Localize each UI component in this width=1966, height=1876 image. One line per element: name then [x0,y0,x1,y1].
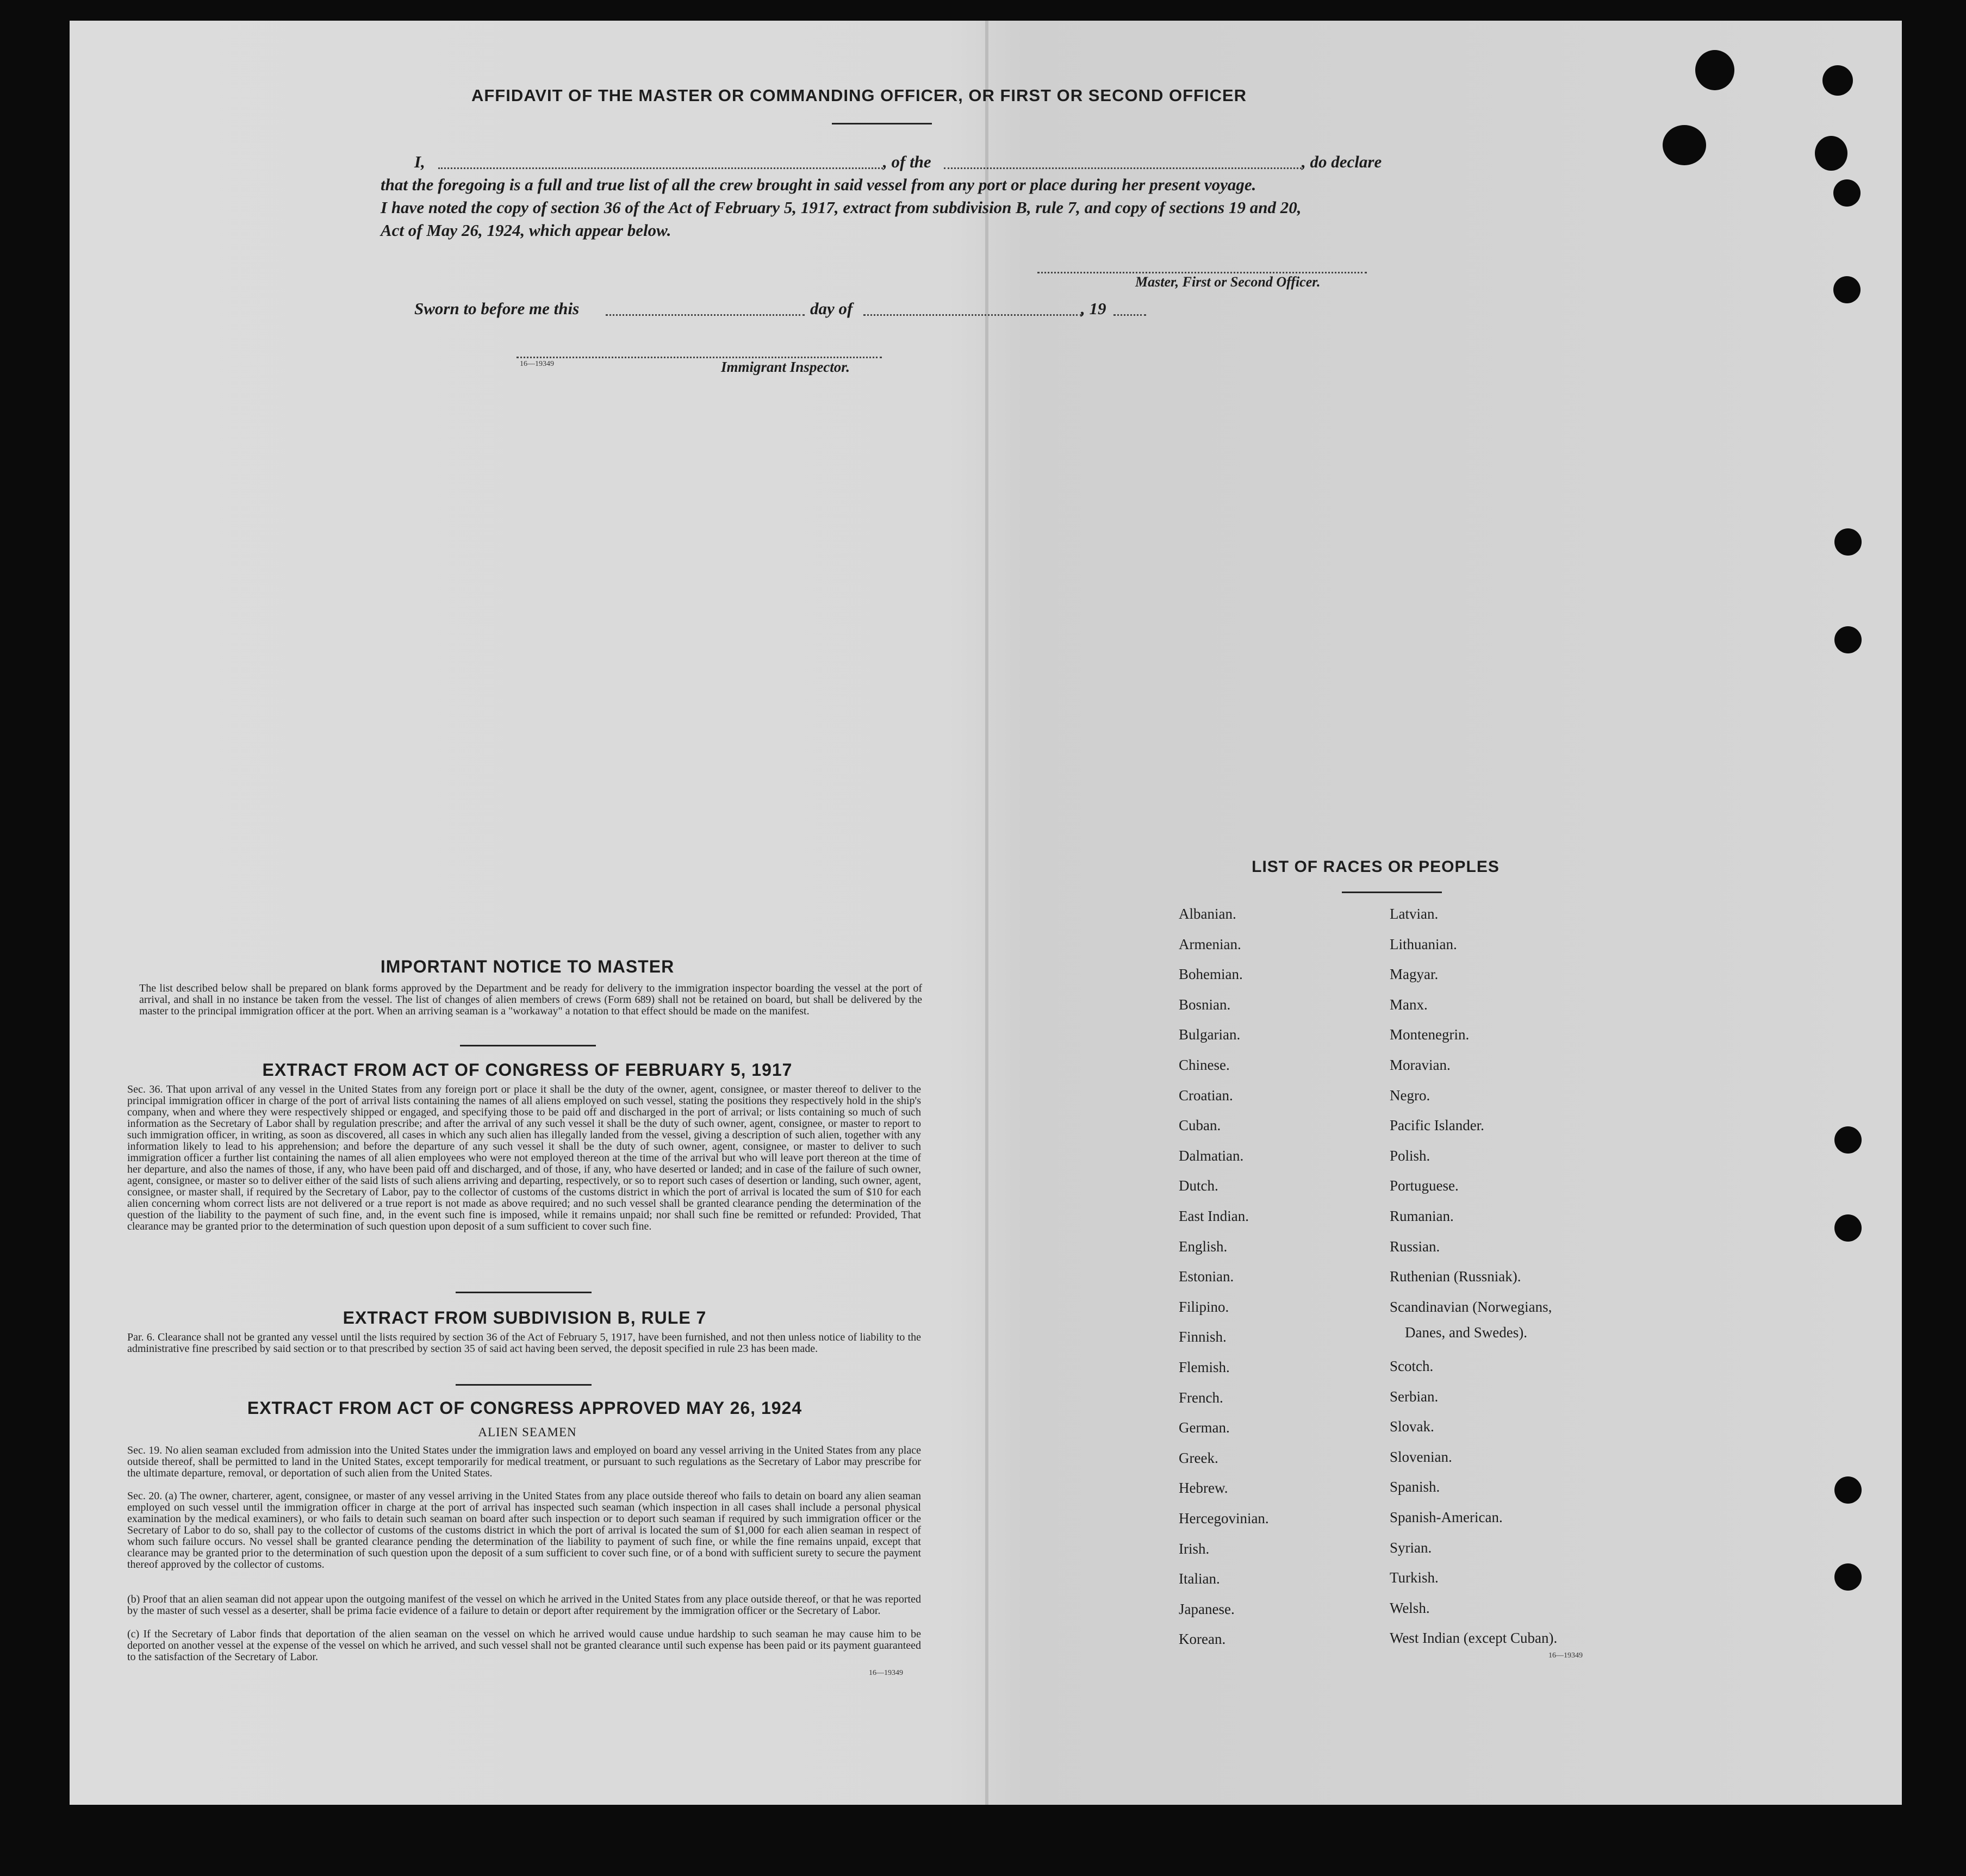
race-item: Slovenian. [1390,1448,1452,1465]
sworn-day-blank [606,314,805,316]
affidavit-of-the: , of the [883,152,931,171]
race-item: Albanian. [1179,906,1236,922]
race-item: Syrian. [1390,1539,1432,1556]
divider [456,1292,592,1293]
race-item: Hebrew. [1179,1480,1228,1497]
race-item: Serbian. [1390,1388,1439,1405]
title-underline [832,123,932,124]
race-item: Chinese. [1179,1057,1230,1073]
race-item: Pacific Islander. [1390,1117,1484,1134]
race-item: Scandinavian (Norwegians, [1390,1298,1552,1315]
master-signature-line [1037,272,1367,273]
extract-1924-title: EXTRACT FROM ACT OF CONGRESS APPROVED MAY 26, 1924 [247,1398,802,1418]
extract-rule7-body: Par. 6. Clearance shall not be granted any vessel until the lists required by section 36 of the Act of February 5, 1917, have been furnished, and not then unless notice of liability to the administrative fine prescribed by said section or to that prescribed by section 35 of said act having been served, the deposit specified in rule 23 has been made. [127,1331,921,1355]
race-item: Armenian. [1179,936,1241,952]
punch-hole [1834,1476,1862,1504]
race-item: Korean. [1179,1631,1226,1648]
divider [460,1045,596,1046]
race-item: Estonian. [1179,1268,1234,1285]
sworn-year-blank [1113,314,1146,316]
race-item: Lithuanian. [1390,936,1457,952]
race-item: Bohemian. [1179,966,1243,983]
master-signature-label: Master, First or Second Officer. [1135,274,1321,290]
race-item: East Indian. [1179,1208,1249,1224]
race-item: West Indian (except Cuban). [1390,1630,1558,1647]
race-item: Italian. [1179,1570,1220,1587]
page-fold [985,21,988,1805]
punch-hole [1695,50,1734,90]
race-item: Cuban. [1179,1117,1221,1134]
race-item: Turkish. [1390,1569,1439,1586]
race-item: Welsh. [1390,1599,1430,1616]
race-item: Croatian. [1179,1087,1233,1104]
races-title: LIST OF RACES OR PEOPLES [1252,858,1500,876]
race-item: Spanish-American. [1390,1509,1503,1525]
divider [456,1384,592,1386]
race-item: Greek. [1179,1449,1218,1466]
form-number: 16—19349 [520,360,554,368]
race-item: Finnish. [1179,1329,1227,1345]
sworn-year: , 19 [1081,299,1106,318]
race-item: German. [1179,1419,1230,1436]
races-title-underline [1342,892,1442,893]
sworn-month-blank [863,314,1082,316]
punch-hole [1834,1214,1862,1242]
punch-hole [1834,528,1862,556]
inspector-signature-line [517,357,882,358]
race-item: Moravian. [1390,1057,1451,1073]
inspector-label: Immigrant Inspector. [721,359,850,375]
punch-hole [1815,136,1847,171]
race-item: Montenegrin. [1390,1026,1470,1043]
race-item: Bulgarian. [1179,1026,1241,1043]
punch-hole [1834,626,1862,653]
sec-20b: (b) Proof that an alien seaman did not appear upon the outgoing manifest of the vessel on which he arrived in the United States from any place outside thereof, or that he was reported by the master of such vessel as a deserter, shall be prima facie evidence of a failure to detain or deport after requirement by the immigration officer or the Secretary of Labor. [127,1593,921,1617]
race-item: Spanish. [1390,1479,1440,1495]
affidavit-declare: , do declare [1302,152,1382,171]
affidavit-line-2: that the foregoing is a full and true list of all the crew brought in said vessel from any port or place during her present voyage. [381,175,1256,194]
sec-20c: (c) If the Secretary of Labor finds that deportation of the alien seaman on the vessel on which he arrived would cause undue hardship to such seaman he may cause him to be deported on another vessel at the expense of the vessel on which he arrived, and such vessel shall not be granted clearance until such expense has been paid or its payment guaranteed to the satisfaction of the Secretary of Labor. [127,1628,921,1663]
race-item: Filipino. [1179,1298,1229,1315]
sworn-day-of: day of [810,299,853,318]
race-item: Irish. [1179,1540,1210,1557]
punch-hole [1834,1126,1862,1154]
race-item: French. [1179,1389,1223,1406]
vessel-blank [944,167,1302,169]
form-number: 16—19349 [869,1669,903,1677]
race-item: Hercegovinian. [1179,1510,1269,1526]
sec-20a: Sec. 20. (a) The owner, charterer, agent, consignee, or master of any vessel arriving in the United States from any place outside thereof who fails to detain on board any alien seaman employed on such vessel until the immigration officer in charge at the port of arrival has inspected such seaman (which inspection in all cases shall include a personal physical examination by the medical examiners), or who fails to detain such seaman on board after such inspection or to deport such seaman if required by such immigration officer or the Secretary of Labor to do so, shall pay to the collector of customs of the customs district in which the port of arrival is located the sum of $1,000 for each alien seaman in respect of whom such failure occurs. No vessel shall be granted clearance pending the determination of the liability to payment of such fine, or while the fine remains unpaid, except that clearance may be granted prior to the determination of such question upon the deposit of a sum sufficient to cover such fine, or of a bond with sufficient surety to secure the payment thereof approved by the collector of customs. [127,1490,921,1570]
race-item: Manx. [1390,996,1428,1013]
race-item: Rumanian. [1390,1208,1454,1224]
notice-body: The list described below shall be prepared on blank forms approved by the Department and be ready for delivery to the immigration inspector boarding the vessel at the port of arrival, and shall in no instance be taken from the vessel. The list of changes of alien members of crews (Form 689) shall not be retained on board, but shall be delivered by the master to the principal immigration officer at the port. When an arriving seaman is a "workaway" a notation to that effect should be made on the manifest. [139,982,922,1017]
race-item: Polish. [1390,1147,1430,1164]
race-item: Magyar. [1390,966,1439,983]
punch-hole [1822,65,1853,96]
race-item: Japanese. [1179,1600,1235,1617]
punch-hole [1833,276,1861,303]
race-item: Dutch. [1179,1177,1218,1194]
race-item: Negro. [1390,1087,1430,1104]
race-item: Bosnian. [1179,996,1231,1013]
race-item: Dalmatian. [1179,1147,1244,1164]
race-scandinavian-cont: Danes, and Swedes). [1405,1324,1527,1341]
form-number: 16—19349 [1548,1651,1583,1660]
punch-hole [1834,1563,1862,1591]
affidavit-title: AFFIDAVIT OF THE MASTER OR COMMANDING OFFICER, OR FIRST OR SECOND OFFICER [471,86,1247,105]
extract-1917-title: EXTRACT FROM ACT OF CONGRESS OF FEBRUARY 5, 1917 [262,1060,793,1080]
race-item: Flemish. [1179,1359,1230,1375]
notice-title: IMPORTANT NOTICE TO MASTER [380,957,675,976]
extract-rule7-title: EXTRACT FROM SUBDIVISION B, RULE 7 [343,1308,707,1327]
affidavit-i: I, [414,152,425,171]
race-item: Scotch. [1390,1358,1434,1374]
race-item: Russian. [1390,1238,1440,1255]
name-blank [438,167,883,169]
extract-1917-body: Sec. 36. That upon arrival of any vessel in the United States from any foreign port or place it shall be the duty of the owner, agent, consignee, or master thereof to deliver to the principal immigration officer in charge of the port of arrival lists containing the names of all aliens employed on such vessel, stating the positions they respectively hold in the ship's company, when and where they were respectively shipped or engaged, and specifying those to be paid off and discharged in the port of arrival; or lists containing so much of such information as the Secretary of Labor shall by regulation prescribe; and after the arrival of any such vessel it shall be the duty of such owner, agent, consignee, or master to report to such immigration officer, in writing, as soon as discovered, all cases in which any such alien has illegally landed from the vessel, giving a description of such alien, together with any information likely to lead to his apprehension; and before the departure of any such vessel it shall be the duty of such owner, agent, consignee, or master to deliver to such immigration officer a further list containing the names of all alien employees who were not employed thereon at the time of the arrival but who will leave port thereon at the time of her departure, and also the names of those, if any, who have been paid off and discharged, and of those, if any, who have deserted or landed; and in case of the failure of such owner, agent, consignee, or master so to deliver either of the said lists of such aliens arriving and departing, respectively, or so to report such cases of desertion or landing, such owner, agent, consignee, or master shall, if required by the Secretary of Labor, pay to the collector of customs of the customs district in which the port of arrival is located the sum of $10 for each alien concerning whom correct lists are not delivered or a true report is not made as above required; and no such vessel shall be granted clearance pending the determination of the question of the liability to the payment of such fine, and, in the event such fine is imposed, while it remains unpaid; nor shall such fine be remitted or refunded: Provided, That clearance may be granted prior to the determination of such question upon deposit of a sum sufficient to cover such fine. [127,1083,921,1232]
race-item: Ruthenian (Russniak). [1390,1268,1521,1285]
punch-hole [1663,125,1706,165]
punch-hole [1833,179,1861,207]
race-item: Portuguese. [1390,1177,1459,1194]
alien-seamen-subtitle: ALIEN SEAMEN [478,1425,577,1439]
race-item: English. [1179,1238,1228,1255]
sec-19: Sec. 19. No alien seaman excluded from admission into the United States under the immigration laws and employed on board any vessel arriving in the United States from any place outside thereof, shall be permitted to land in the United States, except temporarily for medical treatment, or pursuant to such regulations as the Secretary of Labor may prescribe for the ultimate departure, removal, or deportation of such alien from the United States. [127,1444,921,1479]
race-item: Latvian. [1390,906,1439,922]
affidavit-line-4: Act of May 26, 1924, which appear below. [381,221,671,240]
race-item: Slovak. [1390,1418,1434,1435]
sworn-prefix: Sworn to before me this [414,299,580,318]
affidavit-line-3: I have noted the copy of section 36 of the Act of February 5, 1917, extract from subdivision B, rule 7, and copy of sections 19 and 20, [381,198,1302,217]
